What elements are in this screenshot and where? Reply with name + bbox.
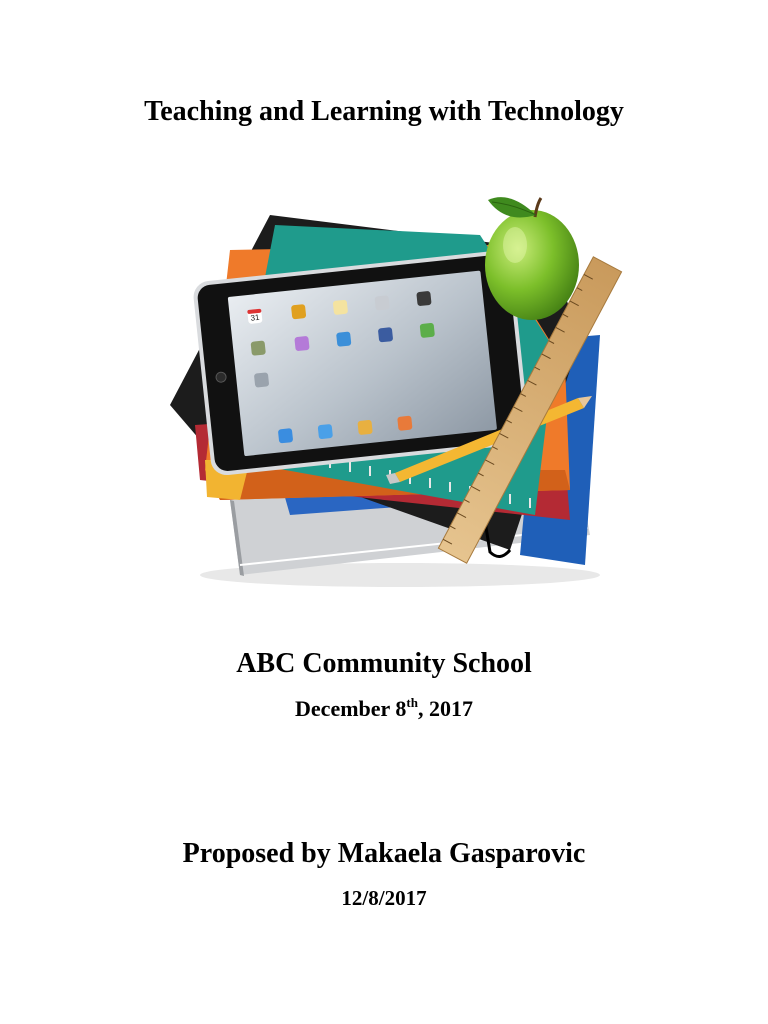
- short-date: 12/8/2017: [341, 886, 427, 910]
- event-date-prefix: December 8: [295, 696, 407, 721]
- proposed-by: Proposed by Makaela Gasparovic: [182, 838, 586, 869]
- apple: [485, 197, 579, 320]
- event-date-ordinal: th: [406, 695, 418, 710]
- cover-illustration: [160, 190, 630, 590]
- tablet-calendar-day: 31: [250, 312, 260, 323]
- event-date: [0, 694, 768, 724]
- school-name: ABC Community School: [236, 648, 532, 679]
- event-date-suffix: , 2017: [417, 696, 473, 721]
- document-title: Teaching and Learning with Technology: [144, 96, 624, 127]
